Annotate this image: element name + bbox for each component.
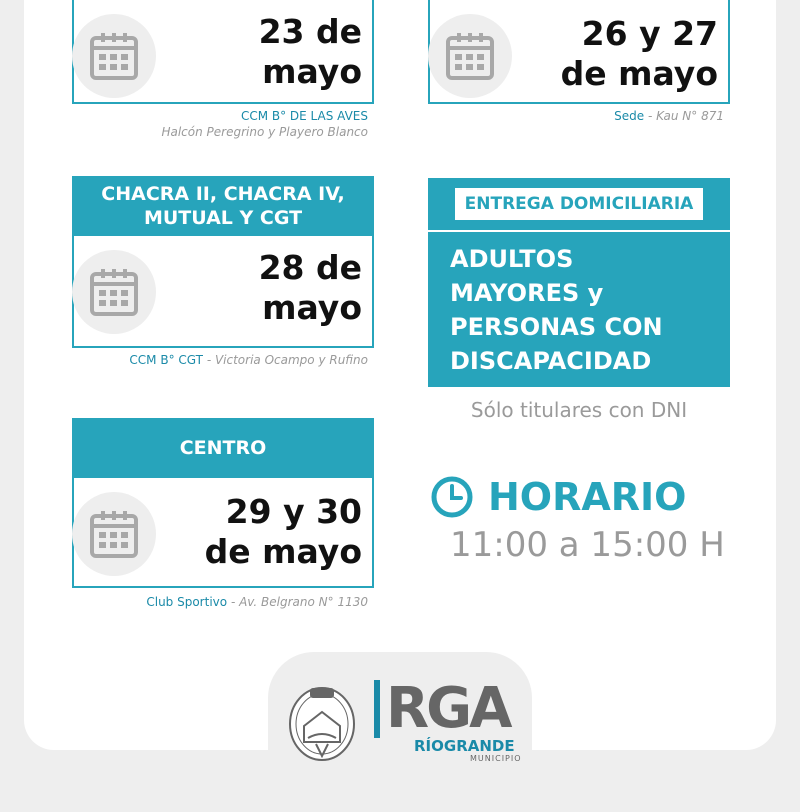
home-delivery-heading bbox=[428, 178, 730, 230]
card-body bbox=[72, 236, 374, 348]
card-body bbox=[72, 478, 374, 588]
card-date: 23 de mayo bbox=[258, 12, 362, 91]
logo-sub: MUNICIPIO bbox=[470, 754, 522, 763]
city-seal-icon bbox=[286, 682, 358, 762]
place-address: - Av. Belgrano N° 1130 bbox=[230, 595, 368, 609]
home-delivery-note: Sólo titulares con DNI bbox=[470, 398, 688, 422]
schedule-card-chacra bbox=[72, 176, 374, 367]
home-delivery-audience: ADULTOS MAYORES y PERSONAS CON DISCAPACIDAD bbox=[428, 232, 730, 387]
logo-wordmark: RGA bbox=[374, 680, 522, 738]
home-delivery-heading-label: ENTREGA DOMICILIARIA bbox=[455, 188, 704, 220]
card-place bbox=[614, 108, 724, 124]
card-body bbox=[428, 0, 730, 104]
card-place bbox=[146, 594, 368, 610]
municipality-logo bbox=[374, 676, 522, 763]
card-heading: CHACRA II, CHACRA IV, MUTUAL Y CGT bbox=[72, 176, 374, 236]
hours-title: HORARIO bbox=[488, 475, 687, 519]
schedule-card-centro bbox=[72, 418, 374, 609]
calendar-icon bbox=[72, 492, 156, 576]
place-address: - Victoria Ocampo y Rufino bbox=[206, 353, 368, 367]
clock-icon bbox=[430, 475, 474, 519]
card-place bbox=[129, 352, 368, 368]
logo-city: RÍOGRANDE bbox=[414, 737, 515, 755]
card-heading: CENTRO bbox=[72, 418, 374, 478]
place-address: - Kau N° 871 bbox=[647, 109, 724, 123]
card-date: 28 de mayo bbox=[258, 248, 362, 327]
calendar-icon bbox=[428, 14, 512, 98]
schedule-hours bbox=[430, 474, 750, 520]
place-name: Club Sportivo bbox=[146, 595, 228, 609]
schedule-card-sede bbox=[428, 0, 730, 123]
place-name: CCM B° DE LAS AVES bbox=[240, 109, 368, 123]
card-body bbox=[72, 0, 374, 104]
card-date: 29 y 30 de mayo bbox=[204, 492, 362, 571]
hours-time: 11:00 a 15:00 H bbox=[450, 525, 725, 565]
place-name: Sede bbox=[614, 109, 645, 123]
place-name: CCM B° CGT bbox=[129, 353, 203, 367]
calendar-icon bbox=[72, 14, 156, 98]
calendar-icon bbox=[72, 250, 156, 334]
schedule-card-aves bbox=[72, 0, 374, 139]
card-place bbox=[241, 108, 368, 124]
card-date: 26 y 27 de mayo bbox=[560, 14, 718, 93]
card-address: Halcón Peregrino y Playero Blanco bbox=[161, 125, 368, 139]
